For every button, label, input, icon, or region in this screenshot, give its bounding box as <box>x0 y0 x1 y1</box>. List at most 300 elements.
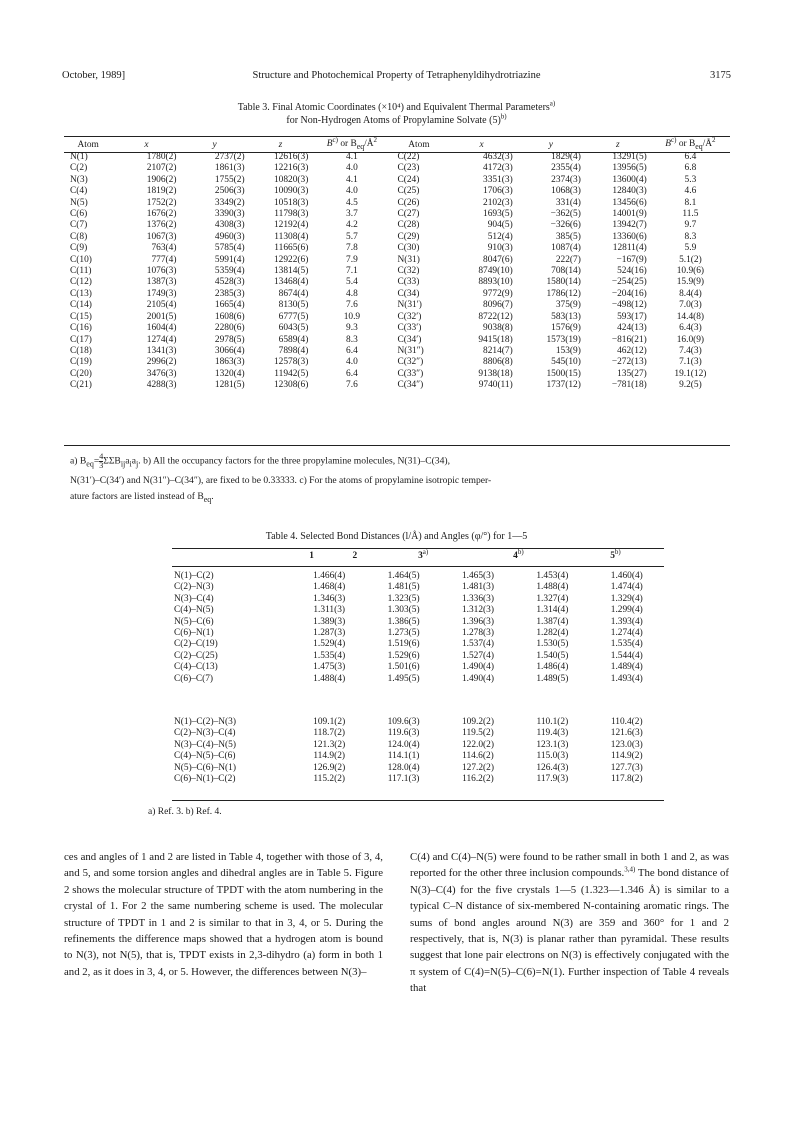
footnote-a-label: a) B <box>70 455 87 467</box>
table4-value: 119.5(2) <box>462 728 494 739</box>
table3-cell: 1573(19) <box>546 334 581 345</box>
table3-caption <box>60 101 733 127</box>
table3-cell: 12192(4) <box>273 220 309 231</box>
table4-value: 1.488(4) <box>313 673 346 684</box>
table3-cell: 6589(4) <box>278 334 309 345</box>
table3-cell: 777(4) <box>151 254 177 265</box>
body-right-text-a: C(4) and C(4)–N(5) were found to be rather small in both 1 and 2, as was reported for the other three inclusion compounds. <box>410 851 729 880</box>
table3-cell: C(22) <box>397 152 420 162</box>
table3-caption-line2: for Non-Hydrogen Atoms of Propylamine Solvate (5) <box>286 115 501 126</box>
table3-cell: −272(13) <box>611 357 647 368</box>
table3-row <box>64 175 730 186</box>
body-right-column <box>410 849 729 997</box>
table3-cell: 2978(5) <box>214 334 245 345</box>
table3-cell: 9.3 <box>346 323 358 334</box>
table4-bond-label: C(6)–N(1) <box>174 628 214 639</box>
table3-cell: 1737(12) <box>546 380 581 391</box>
table3-cell: 1755(2) <box>214 174 245 185</box>
table4-value: 1.530(5) <box>536 639 569 650</box>
table3-cell: 13814(5) <box>273 266 309 277</box>
table3 <box>64 137 730 392</box>
table4-row <box>172 594 664 605</box>
table3-cell: 6043(5) <box>278 323 309 334</box>
table3-row <box>64 277 730 288</box>
table3-cell: 13600(4) <box>612 174 647 185</box>
running-header-date: October, 1989] <box>62 70 126 81</box>
table3-cell: 1076(3) <box>146 266 177 277</box>
table4-bond-label: N(5)–C(6)–N(1) <box>174 762 236 773</box>
footnote-line3-end: . <box>211 490 214 502</box>
table3-cell: C(14) <box>70 300 92 311</box>
table4-bond-label: C(2)–C(25) <box>174 650 218 661</box>
table3-cell: 11665(6) <box>274 243 309 254</box>
table4-value: 115.2(2) <box>313 774 346 785</box>
table4-value: 1.535(4) <box>610 639 643 650</box>
table3-cell: 5359(4) <box>214 266 245 277</box>
table3-cell: 1281(5) <box>214 380 245 391</box>
table3-footnotes <box>70 453 730 508</box>
table3-cell: C(8) <box>70 231 88 242</box>
table4-col-sup: b) <box>614 547 621 556</box>
table3-row <box>64 300 730 311</box>
table3-cell: 4.1 <box>346 152 358 162</box>
table3-cell: 5991(4) <box>214 254 245 265</box>
table4-value: 1.311(3) <box>313 605 346 616</box>
table3-cell: 1693(5) <box>483 209 513 220</box>
table4-value: 1.490(4) <box>461 673 494 684</box>
header-b-part: B <box>665 138 672 149</box>
table3-cell: 6.4 <box>346 345 358 356</box>
table3-row <box>64 232 730 243</box>
table3-row <box>64 346 730 357</box>
footnote-a-j: j <box>136 459 139 469</box>
table4-value: 1.346(3) <box>313 593 346 604</box>
table3-cell: N(31) <box>397 254 420 265</box>
table3-cell: 9038(8) <box>483 323 513 334</box>
table3-cell: 385(5) <box>555 231 581 242</box>
table3-cell: 1320(4) <box>214 368 245 379</box>
table4-value: 1.278(3) <box>461 628 494 639</box>
table4-value: 110.4(2) <box>610 717 643 727</box>
table4-row <box>172 717 664 728</box>
table3-header-cell: y <box>212 139 217 150</box>
table3-row <box>64 357 730 368</box>
table4-bond-label: C(2)–N(3) <box>174 582 214 593</box>
table4-value: 1.475(3) <box>313 662 346 673</box>
table4-value: 117.1(3) <box>387 774 420 785</box>
table3-cell: 4.0 <box>346 163 358 174</box>
table3-cell: 1906(2) <box>146 174 177 185</box>
table3-cell: 4.6 <box>684 186 697 197</box>
table3-cell: 11798(3) <box>274 209 309 220</box>
table4-value: 1.544(4) <box>610 650 643 661</box>
table4-header <box>172 548 664 564</box>
table3-cell: 9.7 <box>684 220 697 231</box>
table3-cell: −781(18) <box>611 380 647 391</box>
table3-cell: −254(25) <box>611 277 647 288</box>
table3-row <box>64 369 730 380</box>
table3-cell: 13942(7) <box>612 220 647 231</box>
table3-cell: C(9) <box>70 243 88 254</box>
table3-cell: 6777(5) <box>278 311 309 322</box>
table4-value: 123.1(3) <box>536 739 569 750</box>
table3-cell: 763(4) <box>151 243 177 254</box>
table4-bond-label: N(1)–C(2) <box>174 571 214 581</box>
table3-cell: 12922(6) <box>273 254 309 265</box>
table4-row <box>172 674 664 685</box>
table3-cell: 12840(3) <box>612 186 647 197</box>
table4-value: 127.7(3) <box>610 762 643 773</box>
table3-cell: C(7) <box>70 220 88 231</box>
table3-row <box>64 335 730 346</box>
table4-value: 1.490(4) <box>461 662 494 673</box>
table3-cell: C(17) <box>70 334 92 345</box>
table3-cell: 1749(3) <box>146 288 177 299</box>
table3-cell: C(25) <box>397 186 420 197</box>
table4-value: 121.6(3) <box>610 728 643 739</box>
table3-cell: 8.1 <box>684 197 697 208</box>
table3-cell: 2001(5) <box>146 311 177 322</box>
header-b-part: or B <box>676 138 696 149</box>
table4-value: 1.287(3) <box>313 628 346 639</box>
table4-value: 118.7(2) <box>313 728 346 739</box>
table3-cell: 904(5) <box>487 220 513 231</box>
table4-value: 1.386(5) <box>387 616 420 627</box>
table3-cell: 4288(3) <box>146 380 177 391</box>
table3-cell: 1752(2) <box>146 197 177 208</box>
table3-cell: 1500(15) <box>546 368 581 379</box>
table3-cell: C(33) <box>397 277 420 288</box>
table3-cell: 9772(9) <box>483 288 513 299</box>
table3-cell: C(10) <box>70 254 92 265</box>
table3-cell: 5.3 <box>684 174 697 185</box>
table4-bond-label: C(6)–C(7) <box>174 673 214 684</box>
table4-header-blank <box>172 548 290 564</box>
table3-cell: 8749(10) <box>478 266 513 277</box>
table3-cell: 4.0 <box>346 357 358 368</box>
header-b-part: 2 <box>711 135 716 144</box>
table3-cell: 6.4 <box>346 368 358 379</box>
table3-cell: C(27) <box>397 209 420 220</box>
table4-col-number: 2 <box>352 551 358 561</box>
table4-value: 1.327(4) <box>536 593 569 604</box>
table3-cell: 5785(4) <box>214 243 245 254</box>
table4-col-sup: a) <box>422 547 429 556</box>
table3-cell: 13360(6) <box>612 231 647 242</box>
footnote-a-sum: ΣΣB <box>103 455 121 467</box>
table3-row <box>64 209 730 220</box>
table4-value: 128.0(4) <box>387 762 420 773</box>
table3-cell: 10.9 <box>343 311 361 322</box>
table3-cell: 15.9(9) <box>676 277 705 288</box>
footnote-a-ij: ij <box>120 459 126 469</box>
table3-cell: C(15) <box>70 311 92 322</box>
table3-cell: 3066(4) <box>214 345 245 356</box>
table4-header-cell <box>567 548 664 564</box>
table3-cell: 8.3 <box>684 231 697 242</box>
table3-cell: 7898(4) <box>278 345 309 356</box>
table4-value: 117.9(3) <box>536 774 569 785</box>
table3-body <box>64 152 730 392</box>
table3-cell: 4960(3) <box>214 231 245 242</box>
table3-header-cell: z <box>278 139 283 150</box>
table3-cell: 12811(4) <box>612 243 647 254</box>
table3-cell: 1274(4) <box>146 334 177 345</box>
table3-cell: N(31″) <box>397 345 424 356</box>
table3-cell: 1087(4) <box>551 243 581 254</box>
table4-header-cell <box>376 548 469 564</box>
table3-cell: C(26) <box>397 197 420 208</box>
table3-row <box>64 380 730 391</box>
table3-cell: 11308(4) <box>274 231 309 242</box>
table4-value: 1.314(4) <box>536 605 569 616</box>
table4-value: 1.323(5) <box>387 593 420 604</box>
table3-cell: 7.9 <box>346 254 358 265</box>
table3-cell: 524(16) <box>617 266 647 277</box>
table3-cell: 2737(2) <box>214 152 245 162</box>
table4-distances <box>172 571 664 685</box>
table4-value: 119.6(3) <box>387 728 420 739</box>
table4-row <box>172 617 664 628</box>
table4-value: 1.529(4) <box>313 639 346 650</box>
table3-row <box>64 163 730 174</box>
table4-row <box>172 728 664 739</box>
table3-row <box>64 152 730 163</box>
table3-cell: 222(7) <box>555 254 581 265</box>
table4-row <box>172 740 664 751</box>
table3-cell: 11942(5) <box>274 368 309 379</box>
table3-cell: N(31′) <box>397 300 422 311</box>
table3-cell: 8214(7) <box>483 345 513 356</box>
table4-value: 123.0(3) <box>610 739 643 750</box>
table3-cell: 1604(4) <box>146 323 177 334</box>
table3-cell: 14.4(8) <box>676 311 705 322</box>
table4-value: 1.501(6) <box>387 662 420 673</box>
table4-value: 1.393(4) <box>610 616 643 627</box>
table3-cell: N(5) <box>70 197 88 208</box>
table4-value: 1.282(4) <box>536 628 569 639</box>
table4-bond-label: C(4)–N(5)–C(6) <box>174 751 236 762</box>
table4-value: 126.4(3) <box>536 762 569 773</box>
table4-value: 109.1(2) <box>313 717 346 727</box>
table3-cell: C(33″) <box>397 368 424 379</box>
table3-cell: 3476(3) <box>146 368 177 379</box>
table3-cell: 12578(3) <box>273 357 309 368</box>
table3-cell: 4308(3) <box>214 220 245 231</box>
table4-header-cell <box>290 548 333 564</box>
table3-cell: 1780(2) <box>146 152 177 162</box>
table3-cell: 7.8 <box>346 243 358 254</box>
table3-cell: 3390(3) <box>214 209 245 220</box>
table4-bottom-rule <box>172 800 664 801</box>
header-b-part: eq <box>695 141 703 151</box>
table4-row <box>172 763 664 774</box>
table4-value: 1.489(4) <box>610 662 643 673</box>
header-b-part: /Å <box>702 138 712 149</box>
table3-cell: 9415(18) <box>478 334 513 345</box>
footnote-a-aj: a <box>131 455 137 467</box>
table4-value: 1.493(4) <box>610 673 643 684</box>
table3-cell: 6.8 <box>684 163 697 174</box>
table4-value: 126.9(2) <box>313 762 346 773</box>
header-b-part: c) <box>671 135 677 144</box>
table4-value: 1.468(4) <box>313 582 346 593</box>
table3-cell: 1580(14) <box>546 277 581 288</box>
table4-value: 115.0(3) <box>536 751 569 762</box>
table4-value: 1.489(5) <box>536 673 569 684</box>
header-b-part: B <box>326 138 333 149</box>
table3-cell: 3351(3) <box>483 174 513 185</box>
table3-cell: 8130(5) <box>278 300 309 311</box>
table4-bond-label: N(1)–C(2)–N(3) <box>174 717 236 727</box>
table3-cell: 4.2 <box>346 220 358 231</box>
table4-value: 1.464(5) <box>387 571 420 581</box>
table3-cell: C(34′) <box>397 334 422 345</box>
table3-cell: 9.2(5) <box>679 380 702 391</box>
table4-col-number: 3 <box>418 551 423 561</box>
table4-header-rule <box>172 566 664 567</box>
table3-cell: 1786(12) <box>546 288 581 299</box>
table4-row <box>172 662 664 673</box>
table3-cell: C(32′) <box>397 311 422 322</box>
table3-cell: 12616(3) <box>273 152 309 162</box>
header-b-part: eq <box>356 141 365 151</box>
table3-row <box>64 289 730 300</box>
table3-cell: 1576(9) <box>551 323 581 334</box>
table3-cell: C(20) <box>70 368 92 379</box>
table3-cell: C(32) <box>397 266 420 277</box>
table3-cell: C(2) <box>70 163 88 174</box>
table3-row <box>64 243 730 254</box>
table3-cell: C(13) <box>70 288 92 299</box>
table3-cell: C(34) <box>397 288 420 299</box>
footnote-b-text: . b) All the occupancy factors for the three propylamine molecules, N(31)–C(34), <box>138 455 450 467</box>
table3-cell: 4632(3) <box>483 152 513 162</box>
table4-row <box>172 571 664 582</box>
table3-cell: 1819(2) <box>146 186 177 197</box>
table3-cell: −167(9) <box>616 254 647 265</box>
table3-cell: C(19) <box>70 357 92 368</box>
table3-caption-sup: a) <box>549 99 556 108</box>
table4-value: 1.312(3) <box>461 605 494 616</box>
table3-cell: 2102(3) <box>483 197 513 208</box>
table3-cell: N(3) <box>70 174 88 185</box>
table3-cell: 593(17) <box>617 311 647 322</box>
table4-bond-label: C(6)–N(1)–C(2) <box>174 774 236 785</box>
header-b-part: 2 <box>373 135 377 144</box>
table3-cell: 8722(12) <box>478 311 513 322</box>
table3-cell: 375(9) <box>555 300 581 311</box>
table4-value: 1.466(4) <box>313 571 346 581</box>
table4-value: 114.9(2) <box>610 751 643 762</box>
table3-cell: 1829(4) <box>551 152 581 162</box>
body-right-paragraph <box>410 849 729 997</box>
footnote-line2: N(31′)–C(34′) and N(31″)–C(34″), are fixed to be 0.33333. c) For the atoms of propylamine isotropic temper- <box>70 474 492 486</box>
table3-row <box>64 198 730 209</box>
table4-col-sup: b) <box>517 547 524 556</box>
table3-cell: 2506(3) <box>214 186 245 197</box>
table3-header-cell: Atom <box>408 139 430 150</box>
table3-cell: 4.0 <box>346 186 358 197</box>
table3-cell: 583(13) <box>551 311 581 322</box>
table3-cell: 9740(11) <box>478 380 513 391</box>
table3-bottom-rule <box>64 445 730 446</box>
table3-cell: 13291(5) <box>612 152 647 162</box>
table4-value: 1.481(5) <box>387 582 420 593</box>
table3-cell: 424(13) <box>617 323 647 334</box>
table4-value: 1.303(5) <box>387 605 420 616</box>
body-right-text-b: The bond distance of N(3)–C(4) for the five crystals 1—5 (1.323—1.346 Å) is similar to a typical C–N distance of six-membered N-containing aromatic rings. The sums of bond angles around N(3) are 359 and 360° for 1 and 2 respectively, that is, N(3) is planar rather than pyramidal. These results suggest that lone pair electrons on N(3) is effectively conjugated with the π system of C(4)=N(5)–C(6)=N(1). Further inspection of Table 4 reveals that <box>410 867 729 995</box>
table4-header-cell <box>470 548 567 564</box>
table4-value: 114.9(2) <box>313 751 346 762</box>
table4-value: 1.389(3) <box>313 616 346 627</box>
table3-cell: 2280(6) <box>214 323 245 334</box>
table3-cell: 19.1(12) <box>674 368 707 379</box>
table4-row <box>172 639 664 650</box>
table3-cell: 5.7 <box>346 231 358 242</box>
table3-cell: −362(5) <box>550 209 581 220</box>
table4-row <box>172 582 664 593</box>
table3-cell: 7.6 <box>346 380 358 391</box>
body-left-column <box>64 849 383 980</box>
table3-row <box>64 266 730 277</box>
footnote-line3-sub: eq <box>203 494 212 504</box>
table3-cell: 8.4(4) <box>679 288 702 299</box>
table3-cell: C(29) <box>397 231 420 242</box>
table4-row <box>172 774 664 785</box>
table3-cell: 13456(6) <box>612 197 647 208</box>
table3-cell: 2374(3) <box>551 174 581 185</box>
table3-cell: 4.5 <box>346 197 358 208</box>
table4-value: 1.396(3) <box>461 616 494 627</box>
header-b-part: or B <box>337 138 357 149</box>
table3-cell: C(24) <box>397 174 420 185</box>
table3-cell: C(18) <box>70 345 92 356</box>
table3-cell: 10090(3) <box>273 186 309 197</box>
table3-cell: −204(16) <box>611 288 647 299</box>
table3-cell: 545(10) <box>551 357 581 368</box>
table3-row <box>64 255 730 266</box>
table4-value: 1.273(5) <box>387 628 420 639</box>
table3-cell: 1387(3) <box>146 277 177 288</box>
table3-cell: 5.4 <box>346 277 358 288</box>
table3-cell: 2385(3) <box>214 288 245 299</box>
table3-cell: 16.0(9) <box>676 334 705 345</box>
table4-value: 116.2(2) <box>462 774 494 785</box>
table4-value: 1.486(4) <box>536 662 569 673</box>
table3-cell: 12308(6) <box>273 380 309 391</box>
table4-value: 121.3(2) <box>313 739 346 750</box>
table3-cell: 10518(3) <box>273 197 309 208</box>
table3-cell: 4.8 <box>346 288 358 299</box>
table3-cell: 2355(4) <box>551 163 581 174</box>
table3-cell: 7.4(3) <box>679 345 702 356</box>
table3-cell: 9138(18) <box>478 368 513 379</box>
body-left-paragraph: ces and angles of 1 and 2 are listed in Table 4, together with those of 3, 4, and 5, and some torsion angles and dihedral angles are in Table 5. Figure 2 shows the molecular structure of TPDT with the atom numbering in the crystal of 1. For 2 the same numbering scheme is used. The molecular structure of TPDT in 1 and 2 is similar to that in 3, 4, or 5. During the refinements the difference maps showed that a hydrogen atom is bound to N(3), not N(5), that is, TPDT exists in 2,3-dihydro (a) form in both 1 and 2, as it does in 3, 4, or 5. However, the differences between N(3)– <box>64 851 383 978</box>
fraction-numerator: 4 <box>99 452 104 461</box>
table4-value: 1.336(3) <box>461 593 494 604</box>
table3-header-cell: z <box>615 139 620 150</box>
table4-value: 1.274(4) <box>610 628 643 639</box>
table4-value: 117.8(2) <box>610 774 643 785</box>
table3-cell: C(12) <box>70 277 92 288</box>
table4-col-number: 5 <box>610 551 615 561</box>
table4-value: 1.527(4) <box>461 650 494 661</box>
table3-header-cell <box>651 137 730 152</box>
table3-cell: 2996(2) <box>146 357 177 368</box>
table4-value: 1.519(6) <box>387 639 420 650</box>
table4-col-number: 4 <box>513 551 518 561</box>
